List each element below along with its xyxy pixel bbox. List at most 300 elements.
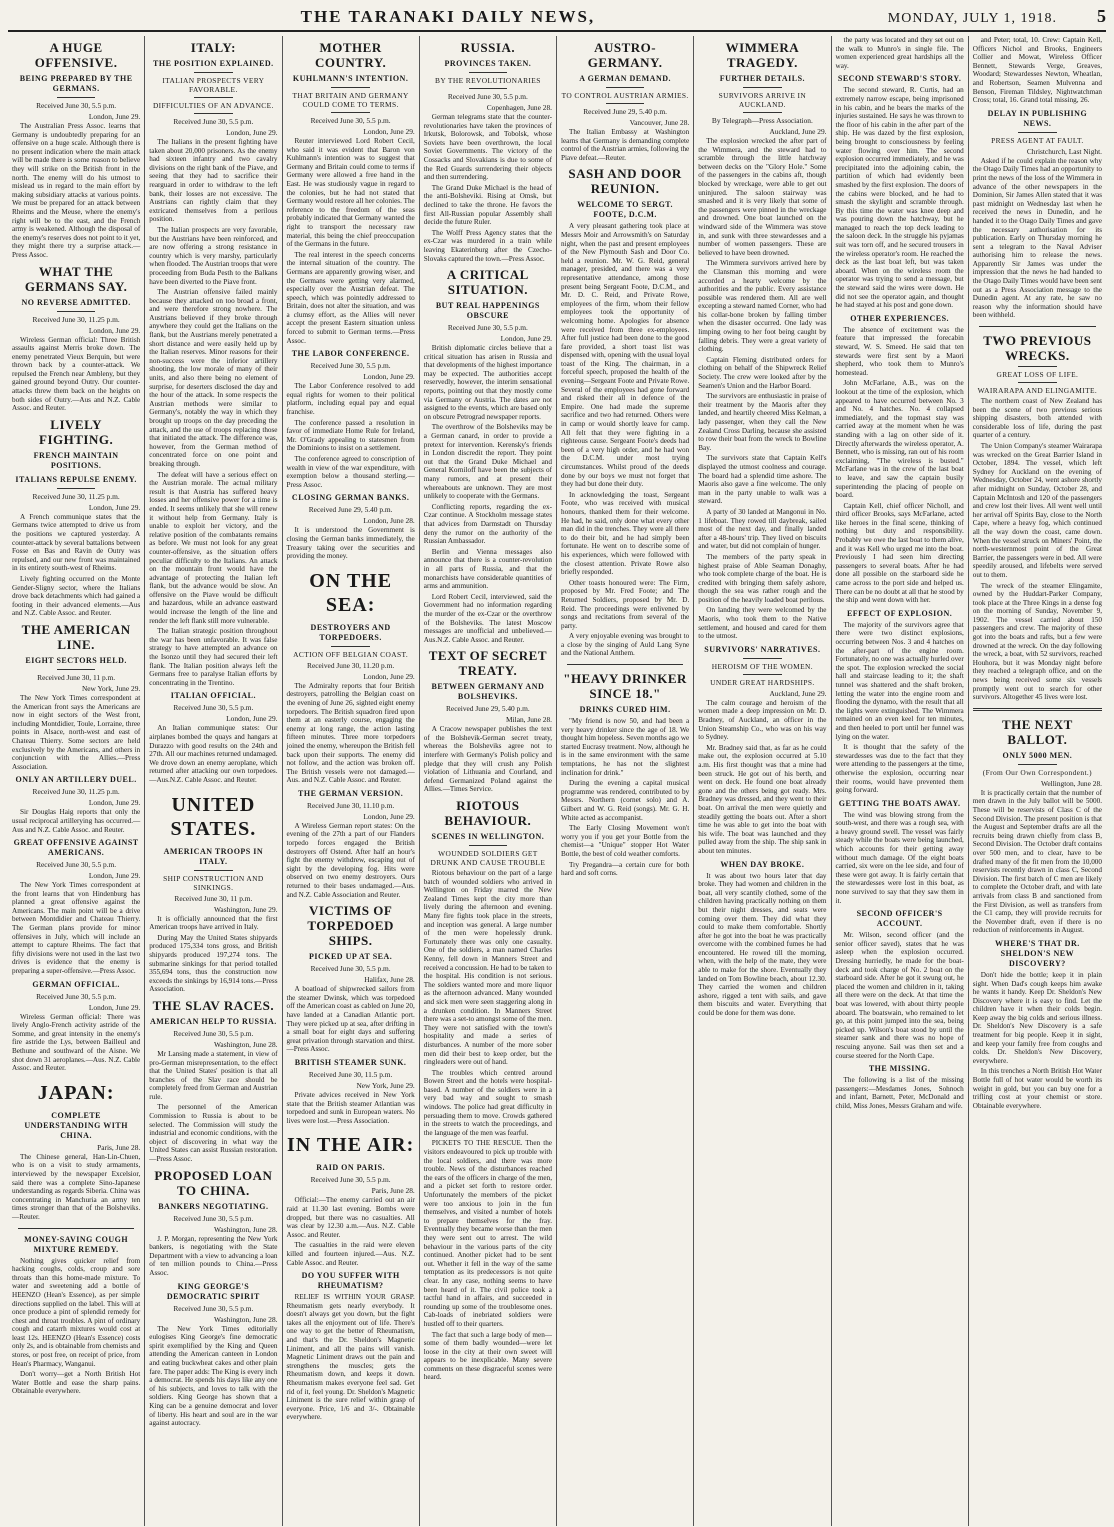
subheadline: SECOND OFFICER'S ACCOUNT. (856, 909, 943, 929)
article-paragraph: The following is a list of the missing passengers:—Mesdames Jones, Sohnoch and infant, Barnett, Peter, McDonald and child, Miss Jones, Messrs Graham and wife. (835, 1076, 964, 1110)
divider (973, 708, 1102, 711)
subheadline: GERMAN OFFICIAL. (32, 979, 120, 989)
subheadline: SURVIVORS' NARRATIVES. (704, 644, 821, 654)
headline: "HEAVY DRINKER SINCE 18." (563, 671, 687, 702)
subheadline: ITALIAN OFFICIAL. (170, 691, 256, 701)
divider (469, 72, 507, 73)
divider (1018, 382, 1057, 383)
article-body (287, 1293, 415, 1422)
article-paragraph: J. P. Morgan, representing the New York bankers, is negotiating with the State Department with a view to advancing a loan of ten million pounds to China.—Press Assoc. (149, 1234, 278, 1277)
article-body (287, 682, 415, 785)
article-body (698, 699, 826, 856)
subheadline-detail: GREAT LOSS OF LIFE. (996, 370, 1079, 380)
dateline: Received June 30, 5.5 p.m. (310, 116, 391, 125)
dateline: Received June 30, 5.5 p.m. (310, 361, 391, 371)
subheadline: THE MISSING. (868, 1064, 931, 1074)
article-paragraph: John McFarlane, A.B., was on the lookout at the time of the explosion, which appeared to have occurred between No. 3 and No. 4 hatches. No. 4 collapsed immediately, and the topmast stay was carried away at the moment when he was standing with a lag on other side of it. Directly afterwards the wireless operator, A. Bennett, who is missing, ran out of his room exclaiming, "The wireless is busted." McFarlane was in the crew of the last boat to leave, and saw the captain busily superintending the placing of people on board. (835, 379, 964, 500)
place-date: Wellington, June 28. (1041, 778, 1102, 788)
subheadline: CLOSING GERMAN BANKS. (291, 493, 410, 503)
place-date: London, June 29. (88, 325, 141, 335)
article-paragraph: The Australian Press Assoc. learns that Germany is undoubtedly preparing for an offensive on a huge scale. Although there is no present indication where the main attack will be made there is some reason to believe they will strike on the British front in the north. The enemy will do his utmost to mislead us in regard to the main effort by making subsidiary attacks at various points. We must be prepared for an attack between Rheims and the Meuse, where the enemy's right will be to the east, and the French army is weakened. Although the disposal of the enemy's reserves does not point to it yet, they might there try a surprise attack.—Press Assoc. (12, 122, 141, 259)
subheadline: AMERICAN TROOPS IN ITALY. (163, 846, 264, 866)
article-paragraph: The Grand Duke Michael is the head of the anti-Bolsheviki. Rising at Omsk, but declined to take the throne. He favors the first All-Russian popular Assembly shall decide the future Ruler. (423, 183, 552, 227)
headline: TEXT OF SECRET TREATY. (428, 648, 547, 679)
place-date: Paris, June 28. (371, 1186, 415, 1196)
article-body (287, 822, 415, 899)
place-date: London, June 29. (363, 671, 415, 681)
subheadline: RAID ON PARIS. (316, 1163, 386, 1173)
columns (8, 36, 1106, 1526)
place-date: Vancouver, June 28. (629, 118, 690, 127)
subheadline-detail: TO CONTROL AUSTRIAN ARMIES. (561, 91, 689, 100)
place-date: London, June 28. (363, 516, 415, 526)
article-paragraph: The Austrian offensive failed mainly because they attacked on too broad a front, and were therefore strong nowhere. The Austrians believed if they broke through anywhere they could get the Italians on the flank, but the Austrians merely penetrated a short distance and were easily held up by the Italian reserves. Minor reasons for their non-success were the inferior artillery shooting, the low morale of many of their units, and also there being no element of surprise, for deserters disclosed the day and the hour of the attack. In some respects the Austrian methods were similar to Germany's, notably the way in which they brought up troops on the day preceding the attack, and the use of troops replacing those that initiated the attack. The difference was, however, from the German method of concentrated force on one point and breaking through. (149, 288, 278, 468)
article-paragraph: The northern coast of New Zealand has been the scene of two previous serious shipping disasters, both attended with considerable loss of life, during the past quarter of a century. (972, 397, 1102, 440)
newspaper-title: THE TARANAKI DAILY NEWS, (300, 7, 596, 26)
article-paragraph: A boatload of shipwrecked sailors from the steamer Dwinsk, which was torpedoed off the American coast as cabled on June 20, have landed at a Canadian Atlantic port. They were picked up at sea, after drifting in a small boat for eight days and suffering great privation through starvation and thirst.—Press Assoc. (286, 985, 415, 1054)
article-paragraph: The second steward, R. Curtis, had an extremely narrow escape, being imprisoned in his cabin, and he bears the marks of the injuries sustained. He says he was thrown to the floor of his cabin in the after part of the ship. He was dazed by the first explosion, being brought to consciousness by feeling water flowing over him. The second explosion occurred immediately, and he was precipitated into the adjoining cabin, the partition of which had evidently been smashed by the first explosion. The doors of the cabins were blocked, and he had to smash the skylight and scramble through. By this time the water was knee deep and was pouring down the hatchway, but he managed to reach the top deck leading to the saloon deck. In the struggle his pyjamas suit was torn off, and he secured trousers in the wireless operator's room. He reached the deck as the last boat left, but was taken aboard. When on the wireless room the operator was trying to send a message, but the steward said the wires were down. He did not see the operator again, and thought he had stayed at his post and gone down. (835, 86, 964, 310)
article-paragraph: Try Pregandra—a certain cure for both hard and soft corns. (561, 860, 690, 878)
article-paragraph: The wreck of the steamer Elingamite, owned by the Huddart-Parker Company, took place at the Three Kings in a dense fog on the morning of Sunday, November 9, 1902. The vessel carried about 150 passengers and crew. The majority of these got into the boats and rafts, but a few were drowned at the wreck. On the day following the wreck, a boat, with 52 survivors, reached Houhora, but it was Monday night before they reached a telegraph office, and on the news being received some six vessels promptly went out to search for other survivors. Altogether 45 lives were lost. (972, 581, 1102, 702)
article-body (698, 872, 826, 1018)
article-paragraph: Other toasts honoured were: The Firm, proposed by Mr. Fred Foote; and The Returned Soldiers, proposed by Mr. D. Reid. The proceedings were enlivened by songs and recitations from several of the party. (561, 578, 690, 630)
headline: A HUGE OFFENSIVE. (34, 40, 118, 70)
headline: THE SLAV RACES. (152, 997, 275, 1013)
article-paragraph: A French communique states that the Germans twice attempted to drive us from the positions we captured yesterday. A counter-attack by several battalions between Fosse en Bas and Ravin de Outry was repulsed, and our new front was maintained in its entirety south-west of Rheims. (12, 512, 141, 573)
divider (469, 88, 507, 89)
article-body (149, 1050, 277, 1164)
divider (743, 112, 781, 113)
article-paragraph: Don't worry—get a North British Hot Water Bottle and ease the sharp pains. Obtainable everywhere. (12, 1370, 141, 1396)
divider (743, 674, 781, 675)
article-paragraph: The Wolff Press Agency states that the ex-Czar was murdered in a train while leaving Ekaterinburg after the Czecho-Slovaks captured the town.—Press Assoc. (423, 228, 552, 263)
subheadline: ONLY AN ARTILLERY DUEL. (15, 775, 137, 785)
article-body (973, 971, 1102, 1111)
place-date: Christchurch, Last Night. (1026, 146, 1102, 156)
article-paragraph: During May the United States shipyards produced 175,334 tons gross, and British shipyards produced 197,274 tons. The submarine sinkings for that period totalled 355,694 tons, thus the construction now exceeds the sinkings by 16,914 tons.—Press Association. (149, 933, 278, 994)
headline: VICTIMS OF TORPEDOED SHIPS. (307, 903, 394, 949)
dateline: Received June 30, 11 p.m. (174, 893, 253, 903)
subheadline: ITALIANS REPULSE ENEMY. (15, 474, 137, 484)
divider (979, 326, 1095, 327)
article-body (287, 1091, 415, 1125)
subheadline: COMPLETE UNDERSTANDING WITH CHINA. (24, 1110, 128, 1140)
article-paragraph: Mr. Wilson, second officer (and the senior officer saved), states that he was asleep when the explosion occurred. Dressing hurriedly, he made for the boat-deck and took charge of No. 2 boat on the starboard side. After he got it swung out, he placed the women and children in it, taking all there were on the deck. At that time the boat was lowered, with about thirty people aboard. The boatswain, who remained to let go, at this point jumped into the sea, being picked up. Wilson's boat stood by until the steamer sank and there was no hope of rescuing anyone. Sail was then set and a course steered for the North Cape. (835, 931, 964, 1060)
divider (194, 870, 232, 871)
article-body (698, 137, 826, 641)
place-date: New York, June 29. (81, 683, 141, 693)
dateline: Received June 29, 5.40 p.m. (308, 505, 393, 515)
place-date: Washington, June 28. (214, 1314, 278, 1324)
column-8 (969, 36, 1106, 1526)
subheadline-detail: PRESS AGENT AT FAULT. (991, 135, 1084, 145)
headline: ITALY: (190, 40, 236, 55)
article-paragraph: The New York Times correspondent at the front learns that von Hindenburg has planned a great offensive against the Americans. The main point will be a drive between Montdidier and Chateau Thierry. The German plans provide for minor offensives in July, which will include an attempt to capture Rheims. The fact that fifty divisions were not used in the last two drives is evidence that the enemy is preparing a super-offensive.—Press Assoc. (12, 881, 141, 976)
dateline: Received June 30, 5.5 p.m. (173, 1213, 254, 1223)
subheadline: FRENCH MAINTAIN POSITIONS. (33, 450, 119, 470)
article-paragraph: "My friend is now 50, and had been a very heavy drinker since the age of 18. We thought him hopeless. Seven months ago we started Eucrasy treatment. Now, although he is in the same environment with the same temptations, he has not the slightest inclination for drink." (561, 717, 690, 777)
divider (194, 72, 232, 73)
article-body (836, 86, 964, 309)
article-paragraph: Lively fighting occurred on the Monte Gender-Sligny sector, where the Italians drove back detachments which had gained a footing in their advanced elements.—Aus and N.Z. Cable Assoc. and Reuter. (12, 575, 141, 618)
article-paragraph: During the evening a capital musical programme was rendered, contributed to by Messrs. Northern (cornet solo) and A. Gilbert and W. G. Reid (songs). Mr. G. H. White acted as accompanist. (561, 779, 690, 822)
headline: THE NEXT BALLOT. (1001, 716, 1073, 747)
article-body (424, 869, 552, 1382)
dateline: Received June 30, 5.5 p.m. (36, 991, 117, 1001)
article-paragraph: The members of the party speak in highest praise of Able Seaman Donaghy, who took complete charge of the boat. He is credited with bringing them safely ashore, though the sea was rather rough and the position of the heavily loaded boat perilous. (698, 552, 827, 604)
article-paragraph: It is officially announced that the first American troops have arrived in Italy. (149, 914, 278, 932)
headline: WHAT THE GERMANS SAY. (24, 263, 128, 294)
article-paragraph: In acknowledging the toast, Sergeant Foote, who was received with musical honours, thanked them for their welcome. He had, he said, only done what every other man did in the trenches. They were all there to do their bit, and he had simply been fortunate. He went on to describe some of his experiences, which were followed with the closest attention. Private Rowe also briefly responded. (561, 490, 690, 577)
dateline: Received June 30, 5.5 p.m. (447, 92, 528, 101)
article-paragraph: The calm courage and heroism of the women made a deep impression on Mr. D. Bradney, of Auckland, an officer in the Union Steamship Co., who was on his way to Sydney. (698, 698, 827, 742)
column-7 (832, 36, 969, 1526)
dateline: Received June 30, 5.5 p.m. (173, 117, 254, 126)
article-paragraph: German telegrams state that the counter-revolutionaries have taken the provinces of Irkutsk, Bolorowsk, and Tobolsk, whose Soviets have been overthrown, the local Soviet Governments. The victory of the Cossacks and Slovakians is due to some of the Red Guards surrendering their objects and then surrendering. (423, 113, 552, 182)
section-headline: ON THE SEA: (309, 569, 393, 616)
divider (331, 87, 369, 88)
article-body (12, 808, 140, 834)
subheadline: SECOND STEWARD'S STORY. (837, 74, 962, 84)
dateline: Received June 30, 11.25 p.m. (32, 787, 120, 797)
dateline: Received June 30, 5.5 p.m. (36, 101, 117, 110)
column-4 (420, 36, 557, 1526)
headline: SASH AND DOOR REUNION. (568, 166, 682, 197)
article-body (424, 344, 552, 644)
article-paragraph: In this trenches a North British Hot Water Bottle full of hot water would be worth its weight in gold, but you can buy one for a trifling cost at your chemist or store. Obtainable everywhere. (972, 1067, 1102, 1110)
article-paragraph: The conference agreed to conscription of wealth in view of the war expenditure, with exemption below a thousand sterling.—Press Assoc. (286, 455, 415, 489)
subheadline-detail: SURVIVORS ARRIVE IN AUCKLAND. (718, 91, 807, 109)
headline: RIOTOUS BEHAVIOUR. (444, 798, 532, 829)
article-paragraph: The survivors are enthusiastic in praise of their treatment by the Maoris after they landed, and heartily cheered Miss Kelman, a lady passenger, when they call the New Zealand Cross Darling, because she assisted to row their boat from the wreck to Bowline Bay. (698, 392, 827, 452)
article-paragraph: The Italian strategic position throughout the war has been unfavorable. It was false strategy to have attempted an advance on the Isonzo until they had secured their left flank. The Italian position always left the Germans free to paralyse Italian efforts by concentrating in the Trentino. (149, 627, 278, 687)
article-body (287, 1196, 415, 1267)
article-paragraph: Mr. Bradney said that, as far as he could make out, the explosion occurred at 5.10 a.m. His first thought was that a mine had been struck. He got out of his berth, and went on deck. He found one boat already gone and the others being got ready. Mrs. Bradney was dressed, and they went to their boat. On arrival the men were quietly and steadily getting the boats out. After a short time he was able to get into the boat with his wife. The boat was launched and they pulled away from the ship. The ship sank in about ten minutes. (698, 743, 827, 855)
article-body (12, 1013, 140, 1073)
dateline: Received June 30, 11.25 p.m. (32, 491, 120, 501)
headline: PROPOSED LOAN TO CHINA. (154, 1167, 273, 1198)
article-paragraph: The conference passed a resolution in favor of immediate Home Rule for Ireland, Mr. O'Grady appealing to statesmen from the Dominions to insist on a settlement. (286, 418, 415, 453)
dateline: Received June 30, 5.5 p.m. (310, 964, 391, 974)
subheadline: AMERICAN HELP TO RUSSIA. (149, 1016, 277, 1026)
subheadline: A GERMAN DEMAND. (579, 74, 672, 83)
subheadline: WELCOME TO SERGT. FOOTE, D.C.M. (577, 200, 674, 220)
article-body (836, 1076, 964, 1110)
subheadline: EFFECT OF EXPLOSION. (846, 608, 953, 618)
article-paragraph: The New York Times correspondent at the American front says the Americans are now in eight sectors of the West front, including Montdidier, Toule, Lorraine, three points in Alsace, north-west and east of Chateau Thierry. Some sectors are held exclusively by the Americans, and others in conjunction with the Allies.—Press Association. (12, 693, 141, 771)
divider (18, 1228, 133, 1229)
subheadline-detail: THAT BRITAIN AND GERMANY COULD COME TO TERMS. (292, 91, 409, 109)
headline: RUSSIA. (460, 40, 516, 55)
subheadline-detail: WOUNDED SOLDIERS GET DRUNK AND CAUSE TROUBLE (430, 849, 546, 868)
article-body (836, 621, 964, 795)
issue-date: MONDAY, JULY 1, 1918. (887, 11, 1057, 26)
place-date: New York, June 29. (356, 1080, 415, 1090)
dateline: Received June 30, 11 p.m. (37, 672, 116, 682)
article-paragraph: The casualties in the raid were eleven killed and fourteen injured.—Aus. N.Z. Cable Assoc. and Reuter. (286, 1241, 415, 1267)
place-date: London, June 29. (88, 502, 141, 512)
article-paragraph: The Italian Embassy at Washington learns that Germany is demanding complete control of the Austrian armies, following the Piave defeat.—Reuter. (561, 128, 690, 162)
subheadline: ONLY 5000 MEN. (1002, 750, 1073, 760)
subheadline-detail: HEROISM OF THE WOMEN. (711, 661, 814, 671)
article-body (836, 326, 964, 605)
divider (194, 97, 232, 98)
dateline: Received June 30, 11.10 p.m. (307, 800, 395, 810)
divider (743, 87, 781, 88)
article-paragraph: PICKETS TO THE RESCUE. Then the visitors endeavoured to pick up trouble with the local soldiers, and there was more trouble. News of the disturbances reached the ears of the officers in charge of the men, and a picket set forth to restore order. Unfortunately the members of the picket were too anxious to join in the fun themselves, and visited a number of hotels to prepare themselves for the fray. Eventually they became worse than the men they were sent out to arrest. The wild behaviour in the various parts of the city continued. Another picket had to be sent out. Whether it fell in the way of the same temptation as its predecessors is not quite clear. In any case, nothing seems to have been heard of it. The civil police took a tactful hand in affairs, and succeeded in rounding up some of the troublesome ones. Cab-loads of inebriated soldiers were hustled off to their quarters. (423, 1139, 552, 1328)
article-paragraph: Private advices received in New York state that the British steamer Atlantian was torpedoed and sunk in European waters. No lives were lost.—Press Association. (286, 1090, 415, 1125)
article-paragraph: Wireless German official: There was lively Anglo-French activity astride of the Somme, and great intensity in the enemy's fire astride the Lys, between Bailleul and Bethune and southward of the Aisne. We shot down 31 aeroplanes.—Aus. N.Z. Cable Assoc. and Reuter. (12, 1012, 141, 1073)
place-date: London, June 29. (88, 112, 141, 121)
place-date: London, June 29. (88, 798, 141, 808)
divider (469, 845, 507, 846)
article-paragraph: British diplomatic circles believe that a critical situation has arisen in Russia and that developments of the highest importance may be expected. The authorities accept reservedly, however, the interim sensational reports, pointing out that they mostly come via Germany or Austria. The dates are not assigned to the events, which are based only on obscure Petrograd newspaper reports. (423, 344, 552, 421)
column-3 (283, 36, 420, 1526)
article-paragraph: A Wireless German report states: On the evening of the 27th a part of our Flanders torpedo forces engaged the British destroyers off Ostend. After half an hour's fight the enemy withdrew, escaping out of sight by the developing fog. Hits were observed on two enemy destroyers. Ours returned to their bases undamaged.—Aus. and N.Z. Cable Association and Reuter. (286, 821, 415, 899)
subheadline: THE LABOR CONFERENCE. (291, 349, 410, 359)
article-paragraph: the party was located and they set out on the walk to Munro's in single file. The women experienced great hardships all the way. (835, 36, 964, 70)
article-body (561, 717, 689, 878)
subheadline: DRINKS CURED HIM. (579, 705, 671, 715)
headline: AUSTRO-GERMANY. (587, 40, 663, 70)
divider (743, 658, 781, 659)
subheadline: MONEY-SAVING COUGH MIXTURE REMEDY. (24, 1234, 129, 1254)
subheadline: EIGHT SECTORS HELD. (25, 655, 127, 665)
article-body (12, 1257, 140, 1397)
subheadline: DO YOU SUFFER WITH RHEUMATISM? (301, 1271, 400, 1291)
divider (606, 103, 644, 104)
subheadline-detail: SHIP CONSTRUCTION AND SINKINGS. (163, 873, 264, 892)
article-body (836, 811, 964, 906)
masthead (8, 6, 1106, 32)
divider (194, 113, 232, 114)
article-paragraph: Asked if he could explain the reason why the Otago Daily Times had an opportunity to print the news of the loss of the Wimmera in advance of the other newspapers in the Dominion, Sir James Allen stated that it was past midnight on Wednesday last when he received the news in Dunedin, and he handed it to the Otago Daily Times and gave the necessary authorisation for its publication. Early on Thursday morning he sent a telegram to the Naval Adviser authorising him to release the news. Apparently Sir James was under the impression that the news he had handed to the Otago Daily Times would have been sent out as a Press Association message to the Dunedin agent. At any rate, he saw no reason why the information should have been withheld. (972, 156, 1102, 320)
dateline: Received June 30, 5.5 p.m. (36, 860, 117, 870)
headline: LIVELY FIGHTING. (39, 416, 114, 447)
article-body (287, 382, 415, 489)
article-paragraph: It is understood the Government is closing the German banks immediately, the Treasury taking over the securities and providing the money. (286, 526, 415, 561)
dateline: Received June 30, 11.20 p.m. (307, 660, 395, 670)
subheadline: WHEN DAY BROKE. (720, 859, 805, 869)
article-body (287, 137, 415, 345)
subheadline: BEING PREPARED BY THE GERMANS. (19, 74, 133, 93)
article-body (561, 128, 689, 162)
subheadline-detail: WAIRARAPA AND ELINGAMITE. (977, 386, 1098, 396)
article-body (12, 694, 140, 771)
article-paragraph: The majority of the survivors agree that there were two distinct explosions, occurring between Nos. 3 and 4 hatches on the after-part of the engine room. Fortunately, no one was actually hurled over the spot. The explosion wrecked the social hall and staircase leading to it; the shaft tunnel was shattered and the shaft broken, letting the water into the engine room and flooding the dynamo, with the result that all the lights were extinguished. The Wimmera remained on an even keel for ten minutes, and then heeled to port until her funnel was lying on the water. (835, 620, 964, 741)
divider (57, 488, 95, 489)
article-paragraph: Captain Fleming distributed orders for clothing on behalf of the Shipwreck Relief Society. The crew were looked after by the Seamen's Union and the Harbor Board. (698, 355, 827, 390)
section-headline: IN THE AIR: (286, 1134, 415, 1157)
article-paragraph: The Chinese general, Han-Lin-Chuen, who is on a visit to study armaments, interviewed by the newspaper Excelsior, said there was a complete Sino-Japanese understanding as regards Siberia. China was concentrating in Manchuria an army ten times stronger than that of the Bolsheviks.—Reuter. (12, 1152, 141, 1221)
article-paragraph: The survivors state that Captain Kell's displayed the utmost coolness and courage. The board had a splendid time ashore. The Maoris also gave a fine welcome. The only man in the party unable to walk was a steward. (698, 454, 827, 506)
article-body (149, 915, 277, 994)
article-paragraph: Wireless German official: Three British assaults against Merris broke down. The enemy penetrated Vieux Berquin, but were thrown back by a counter-attack. We repulsed the French near Ambleny, but they gained ground beyond Outry. Our counter-attacks threw them back on the heights on both sides of Outry.—Aus and N.Z. Cable Assoc. and Reuter. (12, 335, 141, 413)
subheadline: OTHER EXPERIENCES. (850, 313, 950, 323)
dateline: Received June 29, 5.40 p.m. (446, 704, 530, 714)
subheadline-detail: ACTION OFF BELGIAN COAST. (293, 649, 409, 659)
article-paragraph: Mr Lansing made a statement, in view of pro-German misrepresentation, to the effect that the United States' position is that all branches of the Slav race should be completely freed from German and Austrian rule. (149, 1049, 278, 1101)
column-2 (145, 36, 282, 1526)
article-paragraph: Captain Kell, chief officer Nicholl, and third officer Brooks, says McFarlane, acted like heroes in the final scene, thinking of nothing but duty and responsibility. Probably we owe the last boat to them alive, and it was Kell who urged me into the boat. Previously I had seen him directing passengers to several boats. After he had done all possible on the starboard side he came across to the port side and helped us. There can be no doubt at all that he stood by the ship and went down with her. (835, 501, 964, 605)
article-paragraph: The Labor Conference resolved to add equal rights for women to their political platform, including equal pay and equal franchise. (286, 382, 415, 417)
article-paragraph: The Union Company's steamer Wairarapa was wrecked on the Great Barrier Island in October, 1894. The vessel, which left Sydney for Auckland on the evening of Wednesday, October 24, went ashore shortly after midnight on Sunday, October 28, and Captain McIntosh and 120 of the passengers and crew lost their lives. All went well until her arrival off Spirits Bay, close to the North Cape, where a heavy fog, which continued all the way down the coast, came down. When the vessel struck on Miners' Point, the north-westernmost point of the Great Barrier, the passengers were in bed. All were speedily aroused, and lifebelts were served out to them. (972, 442, 1102, 579)
article-body (12, 336, 140, 413)
divider (331, 646, 369, 647)
article-body (287, 985, 415, 1054)
place-date: Auckland, June 29. (769, 127, 827, 136)
subheadline-detail: (From Our Own Correspondent.) (982, 767, 1093, 777)
divider (331, 112, 369, 113)
place-date: London, June 29. (500, 334, 552, 344)
dateline: Received June 30, 11.25 p.m. (32, 314, 120, 324)
article-paragraph: Lord Robert Cecil, interviewed, said the Government had no information regarding the murder of the ex-Czar or the overthrow of the Bolsheviks. The latest Moscow messages are unofficial and unbelieved.—Aus.N.Z. Cable Assoc. and Reuter. (423, 592, 552, 644)
article-paragraph: The overthrow of the Bolsheviks may be a German canard, in order to provide a pretext for intervention. Kerensky's friends in London discredit the report. They point out that the Grand Duke Michael and General Korniloff have been the subjects of many rumors, and at present their whereabouts are unknown. They are most unlikely to cooperate with the Germans. (423, 423, 552, 501)
place-date: Washington, June 29. (214, 904, 278, 914)
article-paragraph: The Early Closing Movement won't worry you if you get your Bottle from the chemist—a "Unique" stopper Hot Water Bottle, the best of cold weather comforts. (561, 824, 690, 858)
column-5 (557, 36, 694, 1526)
subheadline: THE POSITION EXPLAINED. (153, 59, 274, 68)
subheadline-detail: BY THE REVOLUTIONARIES (435, 76, 541, 85)
headline: A CRITICAL SITUATION. (446, 267, 529, 298)
place-date: London, June 29. (88, 1002, 141, 1012)
section-headline: JAPAN: (37, 1081, 115, 1104)
section-headline: UNITED STATES. (170, 793, 257, 840)
article-paragraph: It was about two hours later that day broke. They had women and children in the boat, all very scantily clothed, some of the children having practically nothing on them but their night dresses, and seats were coming over them. They did what they could to make them comfortable. Shortly after he got into the boat he was practically overcome with the combined fumes he had encountered. He rowed till the morning, when, with the help of the mate, they were able to make for the shore. Eventually they landed on Tom Bowline beach, about 12.30. They carried the women and children ashore, rigged a tent with sails, and gave them biscuits and water. Everything that could be done for them was done. (698, 871, 827, 1018)
headline: WIMMERA TRAGEDY. (725, 40, 800, 70)
dateline: Received June 30, 5.5 p.m. (173, 703, 254, 713)
article-body (149, 1235, 277, 1278)
article-paragraph: It is practically certain that the number of men drawn in the July ballot will be 5000. These will be reservists of Class C of the Second Division. The present position is that the August and September drafts are all the recruits being drawn chiefly from class B, Second Division. The October draft contains over 500 men, and to clear, have to be drafted many of the fit men from the 10,000 reservists recently drawn in class C, Second Division. The first batch of C men are likely to complete the October draft, and with late arrivals from class B and sanctioned from the First Division, as well as transfers from the C1 camp, they will provide recruits for the November draft, even if there is no reduction of reinforcements in August. (972, 788, 1102, 935)
article-paragraph: The troubles which centred around Bowen Street and the hotels were hospital-based. A number of the soldiers were in a very bad way and sought to smash windows. The police had great difficulty in persuading them to move. Crowds gathered in the streets to watch the proceedings, and the language of the men was fearful. (423, 1068, 552, 1137)
article-body (561, 222, 689, 658)
article-paragraph: The fact that such a large body of men—some of them badly wounded—were let loose in the city at their own sweet will appears to be inexplicable. Many severe comments on these disgraceful scenes were heard. (423, 1330, 552, 1382)
article-body (424, 113, 552, 263)
divider (57, 97, 95, 98)
article-paragraph: The absence of excitement was the feature that impressed the forecabin steward, W. S. Smeed. He said that ten stewards were first sent by a Maori shepherd, who took them to Munro's homestead. (835, 325, 964, 377)
article-paragraph: The explosion wrecked the after part of the Wimmera, and the steward had to scramble through the little hatchway between decks on the "Glory Hole." Some of the passengers in the cabins aft, though blocked by wreckage, were able to get out uninjured. The saloon stairway was smashed and it is very likely that some of the passengers were pinned in the wreckage and drowned. One boat launched on the windward side of the Wimmera was stove in, and sunk with three stewardesses and a number of women passengers. These are believed to have been drowned. (698, 137, 827, 257)
divider (57, 669, 95, 670)
article-body (836, 931, 964, 1060)
divider (567, 664, 682, 665)
place-date: Milan, June 28. (506, 715, 552, 725)
place-date: Paris, June 28. (97, 1142, 141, 1152)
article-paragraph: The wind was blowing strong from the south-west, and there was a rough sea, with a heavy ground swell. The vessel was fairly steady while the boats were being launched, which accounts for their getting away without much damage. Of the eight boats carried, six were on the lee side, and four of these were got away. It is fairly certain that the stewardesses were lost in this boat, as none survived to say that they saw them in it. (835, 810, 964, 905)
column-1 (8, 36, 145, 1526)
place-date: Copenhagen, June 28. (486, 103, 552, 112)
article-paragraph: The Admiralty reports that four British destroyers, patrolling the Belgian coast on the evening of June 26, sighted eight enemy torpedoers. The British squadron fired upon them at an easterly course, engaging the enemy at long range, the action lasting fifteen minutes. Three more torpedoers joined the enemy, whereupon the British fell back upon their supports. The enemy did not follow, and the action was broken off. The British vessels were not damaged.—Aus. and N.Z. Cable Assoc. and Reuter. (286, 681, 415, 785)
article-body (12, 122, 140, 260)
article-paragraph: The Italians in the present fighting have taken about 20,000 prisoners. As the enemy had sixteen infantry and two cavalry divisions on the right bank of the Piave, and seeing that they had to sacrifice their rearguard in order to withdraw to the left bank, their losses are not excessive. The Austrians can rightly claim that they extricated themselves from a perilous position. (149, 138, 278, 224)
place-date: Washington, June 28. (214, 1224, 278, 1234)
article-body (149, 1325, 277, 1428)
article-body (836, 36, 964, 70)
article-body (424, 725, 552, 794)
subheadline-detail: UNDER GREAT HARDSHIPS. (710, 677, 815, 687)
divider (57, 311, 95, 312)
subheadline: KUHLMANN'S INTENTION. (292, 74, 409, 83)
page-number: 5 (1097, 6, 1106, 26)
article-paragraph: The personnel of the American Commission to Russia is about to be selected. The Commission will study the industrial and economic conditions, with the object of discovering in what way the United States can assist Russian restoration.—Press Assoc. (149, 1103, 278, 1164)
divider (1018, 366, 1057, 367)
article-paragraph: RELIEF IS WITHIN YOUR GRASP. Rheumatism gets nearly everybody. It doesn't always get you down, but the fight takes all the enjoyment out of life. There's one way to get the better of Rheumatism, and that's the Dr. Sheldon's Magnetic Liniment, and all the pains will vanish. Magnetic Liniment draws out the pain and strengthens the muscles; gets the Rheumatism down, and keeps it down. Rheumatism makes everyone feel sad. Get rid of it, feel young. Dr. Sheldon's Magnetic Liniment is the sure relief within grasp of everyone. Price, 1/6 and 3/-. Obtainable everywhere. (286, 1293, 415, 1422)
article-paragraph: An Italian communique states: Our airplanes bombed the quays and hangars at Durazzo with good results on the 24th and 27th. All our machines returned undamaged. We drove down an enemy aeroplane, which returned after attacking our own torpedoes.—Aus.N.Z. Cable Assoc. and Reuter. (149, 724, 278, 784)
subheadline: FURTHER DETAILS. (719, 74, 806, 83)
article-body (149, 724, 277, 784)
place-date: London, June 29. (363, 372, 415, 382)
subheadline: BANKERS NEGOTIATING. (158, 1201, 269, 1211)
article-body (149, 138, 277, 687)
subheadline: GREAT OFFENSIVE AGAINST AMERICANS. (13, 838, 139, 858)
article-paragraph: Official:—The enemy carried out an air raid at 11.30 last evening. Bombs were dropped, but there was no casualties. All was clear by 12.30 a.m.—Aus. N.Z. Cable Assoc. and Reuter. (286, 1196, 415, 1239)
article-body (12, 1153, 140, 1222)
place-date: London, June 29. (226, 714, 278, 724)
place-date: Washington, June 28. (214, 1039, 278, 1049)
article-paragraph: Reuter interviewed Lord Robert Cecil, who said it was evident that Baron von Kuhlmann's intention was to suggest that Germany and Britain could come to terms if Germany were allowed a free hand in the East. He was studiously vague in regard to the colonies, but he had not stated that Germany would restore all her colonies. The reference to the freedom of the seas probably indicated that Germany wanted the right to transport the necessary raw material, this being the chief preoccupation of the Germans in the future. (286, 137, 415, 249)
subheadline: BRITISH STEAMER SUNK. (294, 1057, 407, 1067)
headline: THE AMERICAN LINE. (21, 621, 131, 652)
subheadline: THE GERMAN VERSION. (298, 788, 404, 798)
article-paragraph: Nothing gives quicker relief from hacking coughs, colds, croup and sore throats than this home-made mixture. To water and sweetening add a bottle of HEENZO (Hean's Essence), as per simple directions supplied on the label. This will at once produce a pint of splendid remedy for chest and throat troubles. A pint of ordinary cough and catarrh mixtures would cost at least 12s. HEENZO (Hean's Essence) costs only 2s, and is obtainable from chemists and stores, or post free, on receipt of price, from Hean's Pharmacy, Wanganui. (12, 1256, 141, 1368)
place-date: Auckland, June 29. (769, 688, 827, 698)
subheadline-detail: ITALIAN PROSPECTS VERY FAVORABLE. (162, 76, 265, 94)
article-paragraph: Conflicting reports, regarding the ex-Czar continue. A Stockholm message states that advices from Darmstadt on Thursday deny the rumor on the authority of the Russian Ambassador. (423, 502, 552, 546)
subheadline: BETWEEN GERMANY AND BOLSHEVIKS. (431, 682, 545, 702)
dateline: Received June 30, 11.5 p.m. (308, 1069, 393, 1079)
article-paragraph: Berlin and Vienna messages also announce that there is a counter-revolution in all parts of Russia, and that the monarchists have considerable quantities of arms and ammunition. (423, 547, 552, 591)
subheadline: WHERE'S THAT DR. SHELDON'S NEW DISCOVERY? (995, 938, 1080, 968)
article-body (12, 881, 140, 976)
article-body (12, 513, 140, 618)
article-paragraph: Don't hide the bottle; keep it in plain sight. When Dad's cough keeps him awake he wants it handy. Keep Dr. Sheldon's New Discovery where it is easy to find. Let the children have it when their colds begin. Keep away the big colds and serious illness. Dr. Sheldon's New Discovery is a safe treatment for big people. Keep it in sight, and keep your family free from coughs and colds. Dr. Sheldon's New Discovery, everywhere. (972, 970, 1102, 1065)
subheadline: NO REVERSE ADMITTED. (21, 297, 131, 307)
article-paragraph: The real interest in the speech concerns the internal situation of the country. The Germans are apparently growing wiser, and the Germans were getting very alarmed, especially over the Austrian defeat. The speech, which was pointedly addressed to Britain, does not alter the situation, and was a clumsy effort, as the Allies will never accept the present Eastern situation unless forced to submit to German terms.—Press Assoc. (286, 250, 415, 345)
place-date: Halifax, June 28. (364, 975, 415, 985)
article-paragraph: The Italian prospects are very favorable, but the Austrians have been reinforced, and are now offering a strong resistance in country which is very marshy, particularly when flooded. The Austrian troops that were proceeding from Buda Pesth to the Balkans have been diverted to the Piave front. (149, 225, 278, 286)
divider (1018, 132, 1057, 133)
subheadline: BUT REAL HAPPENINGS OBSCURE (435, 301, 540, 321)
place-date: London, June 29. (363, 127, 415, 136)
article-paragraph: A party of 30 landed at Mangonui in No. 1 lifeboat. They rowed till daybreak, sailed most of the next day, and finally landed after a 48-hours' trip. They lived on biscuits and water, but did not complain of hunger. (698, 507, 827, 551)
subheadline: PICKED UP AT SEA. (308, 952, 393, 962)
article-paragraph: Sir Douglas Haig reports that only the usual reciprocal artillerying has occurred.—Aus and N.Z. Cable Assoc. and Reuter. (12, 808, 141, 834)
dateline: Received June 30, 5.5 p.m. (173, 1028, 254, 1038)
article-body (973, 36, 1102, 105)
subheadline: KING GEORGE'S DEMOCRATIC SPIRIT (166, 1281, 260, 1301)
subheadline-detail: DIFFICULTIES OF AN ADVANCE. (152, 101, 274, 110)
article-body (973, 397, 1102, 702)
subheadline: PROVINCES TAKEN. (444, 59, 532, 68)
article-paragraph: A very enjoyable evening was brought to a close by the singing of Auld Lang Syne and the National Anthem. (561, 632, 690, 658)
article-body (973, 789, 1102, 935)
column-6 (694, 36, 831, 1526)
article-paragraph: A Cracow newspaper publishes the text of the Bolshevik-German secret treaty, whereas the Bolsheviks agree not to interfere with Germany's Polish policy and pledge that they will crush any Polish violation of Lithuania and Courland, and defend Germanized Poland against the Allies.—Times Service. (423, 725, 552, 794)
dateline: Received June 30, 5.5 p.m. (173, 1303, 254, 1313)
place-date: London, June 29. (363, 811, 415, 821)
place-date: London, June 29. (88, 871, 141, 881)
dateline: Received June 30, 5.5 p.m. (310, 1175, 391, 1185)
dateline: Received June 29, 5.40 p.m. (583, 107, 667, 116)
subheadline: DELAY IN PUBLISHING NEWS. (987, 108, 1088, 128)
article-paragraph: Riotous behaviour on the part of a large batch of wounded soldiers who arrived in Wellington on Friday marred the New Zealand Times kept the city more than lively during the afternoon and evening. Many fire fights took place in the streets, and inception was general. A large number of the men were hopelessly drunk. Fortunately there was only one casualty. One of the soldiers, a man named Charles Kenny, fell down in Manners Street and received a concussion. He had to be taken to the hospital. His condition is not serious. The soldiers wanted more and more liquor as the afternoon advanced. Many wounded and sick men were seen staggering along in a drunken condition. In Manners Street there was a set-to amongst some of the men. They were not satisfied with the town's hospitality and made a series of disturbances. A number of the more sober men did their best to keep order, but the ringleaders were out of hand. (423, 869, 552, 1067)
subheadline: SCENES IN WELLINGTON. (431, 832, 545, 842)
subheadline: DESTROYERS AND TORPEDOERS. (310, 622, 391, 642)
article-paragraph: The New York Times editorially eulogises King George's fine democratic spirit exemplified by the King and Queen attending the American canteen in London and eating buckwheat cakes and other plain fare. The paper adds: The King is every inch a democrat. He spends his days like any one of his subjects, and loves to talk with the soldiers. King George has shown that a King can be a genuine democrat and lover of liberty. His heart and soul are in the war against autocracy. (149, 1324, 278, 1428)
article-paragraph: and Peter; total, 10. Crew: Captain Kell, Officers Nichol and Brooks, Engineers Collier and Mowat, Wireless Officer Bennett, Stewards Verge, Greaves, Woodard; Stewardesses Newton, Wheatlan, and Robertson, Seamen Mulvenna and Benson, Fireman Tildsley, Nightwatchman Cross; total, 16. Grand total missing, 26. (972, 36, 1102, 105)
article-paragraph: A very pleasant gathering took place at Messrs Moir and Arrowsmith's on Saturday night, when the past and present employees of the New Plymouth Sash and Door Co. held a reunion. Mr. W. G. Reid, general manager, presided, and there was a very representative attendance, among those present being Sergeant Foote, D.C.M., and Mr. D. C. Reid, and Private Rowe, employees of the firm, whom their fellow employees took the opportunity of welcoming home. Apologies for absence were received from three ex-employees. After full justice had been done to the good fare provided, a short toast list was dispensed with, opening with the usual loyal toast of the King. The chairman, in a forceful speech, proposed the health of the evening—Sergeant Foote and Private Rowe. Several of the employees had gone forward and risked their all in defence of the Empire. One had made the supreme sacrifice and two had returned. Others were in camp or would shortly leave for camp. All felt that they were fighting in a righteous cause. Sergeant Foote's deeds had been of a very high order, and he had won the D.C.M. under most trying circumstances. Whilst proud of the deeds done by our boys we must not forget that they had but done their duty. (561, 222, 690, 489)
headline: MOTHER COUNTRY. (314, 40, 387, 70)
place-date: London, June 29. (226, 128, 278, 137)
